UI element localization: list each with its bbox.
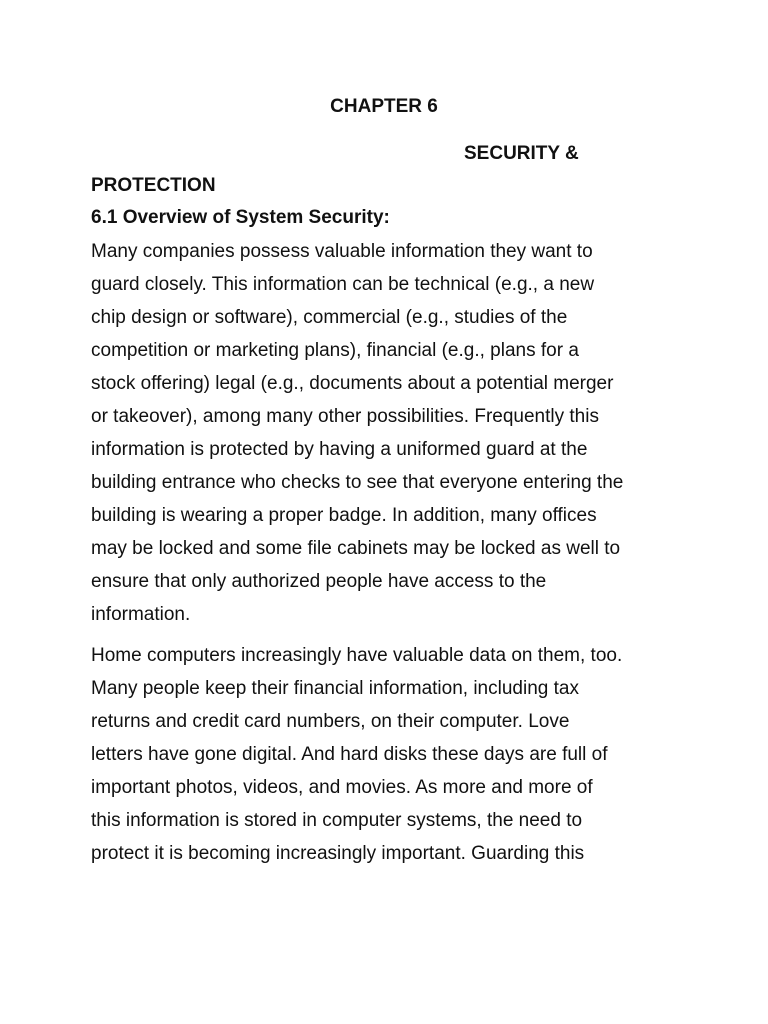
section-title-continued: PROTECTION bbox=[91, 175, 216, 196]
text-line: information. bbox=[91, 604, 191, 625]
text-line: information is protected by having a uniformed guard at the bbox=[91, 439, 588, 460]
text-line: stock offering) legal (e.g., documents about a potential merger bbox=[91, 373, 614, 394]
section-title: SECURITY & bbox=[464, 143, 579, 164]
text-line: protect it is becoming increasingly important. Guarding this bbox=[91, 843, 585, 864]
text-line: competition or marketing plans), financial (e.g., plans for a bbox=[91, 340, 579, 361]
chapter-title: CHAPTER 6 bbox=[330, 96, 438, 117]
text-line: Many companies possess valuable information they want to bbox=[91, 241, 593, 262]
text-line: or takeover), among many other possibilities. Frequently this bbox=[91, 406, 599, 427]
text-line: letters have gone digital. And hard disks these days are full of bbox=[91, 744, 608, 765]
text-line: important photos, videos, and movies. As more and more of bbox=[91, 777, 593, 798]
document-body bbox=[91, 173, 691, 870]
text-line: building entrance who checks to see that everyone entering the bbox=[91, 472, 624, 493]
text-line: guard closely. This information can be technical (e.g., a new bbox=[91, 274, 595, 295]
paragraph bbox=[91, 639, 691, 870]
text-line: ensure that only authorized people have access to the bbox=[91, 571, 547, 592]
text-line: Home computers increasingly have valuable data on them, too. bbox=[91, 645, 623, 666]
text-line: this information is stored in computer systems, the need to bbox=[91, 810, 583, 831]
subsection-heading: 6.1 Overview of System Security: bbox=[91, 207, 390, 228]
text-line: may be locked and some file cabinets may be locked as well to bbox=[91, 538, 621, 559]
text-line: building is wearing a proper badge. In addition, many offices bbox=[91, 505, 597, 526]
text-line: returns and credit card numbers, on their computer. Love bbox=[91, 711, 570, 732]
text-line: Many people keep their financial information, including tax bbox=[91, 678, 579, 699]
paragraph bbox=[91, 235, 691, 631]
text-line: chip design or software), commercial (e.g., studies of the bbox=[91, 307, 568, 328]
